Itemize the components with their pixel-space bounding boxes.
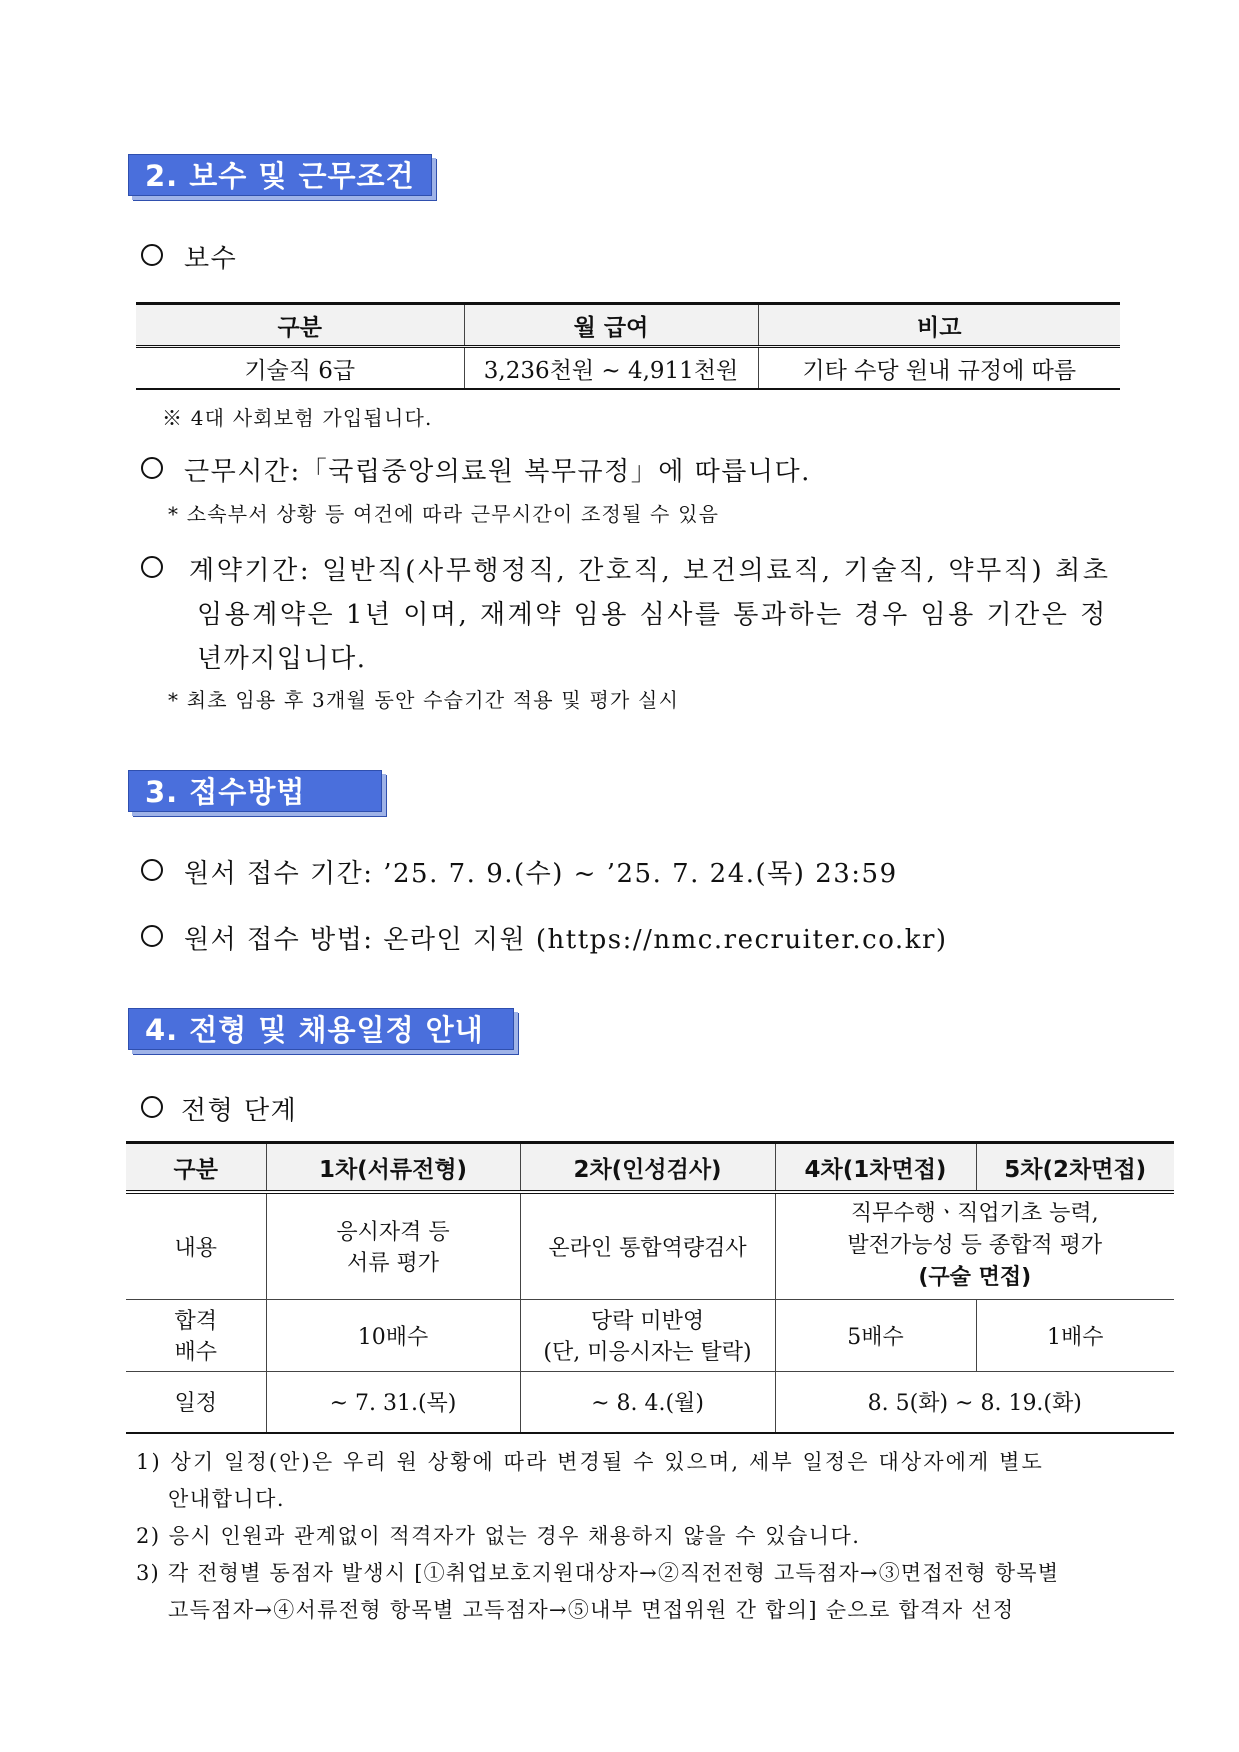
bullet-circle-icon xyxy=(141,1096,163,1118)
contract-line-1: 계약기간: 일반직(사무행정직, 간호직, 보건의료직, 기술직, 약무직) 최초 xyxy=(189,556,1111,586)
insurance-note: ※ 4대 사회보험 가입됩니다. xyxy=(162,406,433,430)
section-3-heading: 3. 접수방법 xyxy=(128,770,382,812)
pay-table xyxy=(136,302,1120,390)
content-interview-line-1: 직무수행ㆍ직업기초 능력, xyxy=(850,1201,1099,1227)
bullet-circle-icon xyxy=(141,457,163,479)
bullet-circle-icon xyxy=(141,244,163,266)
note-1-line-1: 1) 상기 일정(안)은 우리 원 상황에 따라 변경될 수 있으며, 세부 일정은 대상자에게 별도 xyxy=(136,1450,1044,1474)
content-stage-1-line-1: 응시자격 등 xyxy=(336,1220,450,1246)
work-hours-text: 근무시간:「국립중앙의료원 복무규정」에 따릅니다. xyxy=(184,457,811,487)
pass-label-line-1: 합격 xyxy=(174,1309,217,1334)
selection-table xyxy=(126,1141,1174,1434)
pay-cell-salary: 3,236천원 ~ 4,911천원 xyxy=(464,347,758,390)
contract-line-3: 년까지입니다. xyxy=(197,644,367,674)
schedule-stage-1: ~ 7. 31.(목) xyxy=(266,1371,520,1433)
sel-header-stage-2: 2차(인성검사) xyxy=(520,1143,775,1193)
section-2-heading: 2. 보수 및 근무조건 xyxy=(128,154,432,196)
row-label-content: 내용 xyxy=(126,1192,266,1299)
sel-header-stage-4: 4차(1차면접) xyxy=(775,1143,976,1193)
pass-stage-2-line-2: (단, 미응시자는 탈락) xyxy=(543,1340,752,1365)
pass-stage-2 xyxy=(520,1299,775,1371)
bullet-circle-icon xyxy=(141,556,163,578)
content-stage-1 xyxy=(266,1192,520,1299)
pass-label-line-2: 배수 xyxy=(174,1340,217,1365)
sel-header-category: 구분 xyxy=(126,1143,266,1193)
application-period: 원서 접수 기간: ’25. 7. 9.(수) ~ ’25. 7. 24.(목) 23:59 xyxy=(184,859,898,889)
bullet-circle-icon xyxy=(141,859,163,881)
pass-stage-2-line-1: 당락 미반영 xyxy=(590,1309,705,1334)
contract-note: * 최초 임용 후 3개월 동안 수습기간 적용 및 평가 실시 xyxy=(168,688,680,712)
pay-header-category: 구분 xyxy=(136,304,464,347)
pass-stage-4: 5배수 xyxy=(775,1299,976,1371)
bullet-circle-icon xyxy=(141,925,163,947)
pay-header-remarks: 비고 xyxy=(758,304,1120,347)
content-interview-line-3: (구술 면접) xyxy=(918,1265,1032,1291)
pay-label: 보수 xyxy=(184,244,238,274)
pay-header-salary: 월 급여 xyxy=(464,304,758,347)
content-stage-1-line-2: 서류 평가 xyxy=(346,1251,439,1277)
work-hours-note: * 소속부서 상황 등 여건에 따라 근무시간이 조정될 수 있음 xyxy=(168,502,720,526)
note-3-line-1: 3) 각 전형별 동점자 발생시 [①취업보호지원대상자→②직전전형 고득점자→③면접전형 항목별 xyxy=(136,1561,1060,1585)
schedule-interview: 8. 5(화) ~ 8. 19.(화) xyxy=(775,1371,1174,1433)
schedule-stage-2: ~ 8. 4.(월) xyxy=(520,1371,775,1433)
pass-stage-5: 1배수 xyxy=(976,1299,1174,1371)
section-4-heading: 4. 전형 및 채용일정 안내 xyxy=(128,1008,514,1050)
pay-cell-remarks: 기타 수당 원내 규정에 따름 xyxy=(758,347,1120,390)
note-1-line-2: 안내합니다. xyxy=(168,1487,286,1511)
note-2: 2) 응시 인원과 관계없이 적격자가 없는 경우 채용하지 않을 수 있습니다. xyxy=(136,1524,861,1548)
application-method: 원서 접수 방법: 온라인 지원 (https://nmc.recruiter.co.kr) xyxy=(184,925,948,955)
pay-cell-category: 기술직 6급 xyxy=(136,347,464,390)
note-3-line-2: 고득점자→④서류전형 항목별 고득점자→⑤내부 면접위원 간 합의] 순으로 합격자 선정 xyxy=(168,1598,1015,1622)
contract-line-2: 임용계약은 1년 이며, 재계약 임용 심사를 통과하는 경우 임용 기간은 정 xyxy=(197,600,1108,630)
pass-stage-1: 10배수 xyxy=(266,1299,520,1371)
row-label-pass-multiple xyxy=(126,1299,266,1371)
sel-header-stage-1: 1차(서류전형) xyxy=(266,1143,520,1193)
content-stage-2: 온라인 통합역량검사 xyxy=(520,1192,775,1299)
content-stage-interview xyxy=(775,1192,1174,1299)
selection-stage-label: 전형 단계 xyxy=(181,1096,298,1126)
sel-header-stage-5: 5차(2차면접) xyxy=(976,1143,1174,1193)
content-interview-line-2: 발전가능성 등 종합적 평가 xyxy=(847,1233,1103,1259)
row-label-schedule: 일정 xyxy=(126,1371,266,1433)
